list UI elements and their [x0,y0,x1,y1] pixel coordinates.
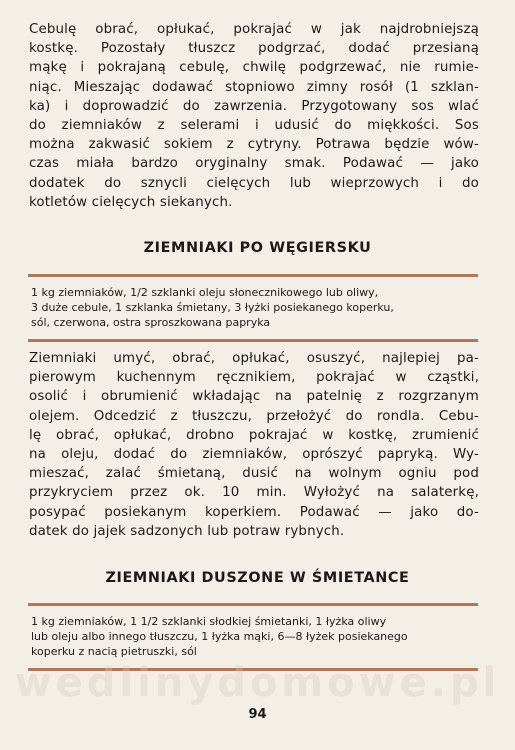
top-rule [28,274,478,277]
ingredients-line: sól, czerwona, ostra sproszkowana papryka [31,316,271,329]
text-line: mąkę i pokrajaną cebulę, chwilę podgrzewać, nie rumie- [29,60,479,76]
text-line: kotletów cielęcych siekanych. [29,194,233,210]
text-line: do ziemniaków z selerami i udusić do miękkości. Sos [29,118,479,134]
text-line: ka) i doprowadzić do zawrzenia. Przygotowany sos wlać [29,98,479,114]
page-number: 94 [248,707,267,722]
text-line: przykryciem przez ok. 10 min. Wyłożyć na salaterkę, [29,485,479,501]
text-line: czas miała bardzo oryginalny smak. Podawać — jako [29,156,479,172]
text-line: kostkę. Pozostały tłuszcz podgrzać, dodać przesianą [29,41,479,57]
watermark: wedlinydomowe.pl [14,660,501,706]
ingredients-line: lub oleju albo innego tłuszczu, 1 łyżka mąki, 6—8 łyżek posiekanego [31,630,408,643]
text-line: można zakwasić sokiem z cytryny. Potrawa będzie wów- [29,137,479,153]
text-line: mieszać, zalać śmietaną, dusić na wolnym ogniu pod [29,466,479,482]
ingredients-line: 1 kg ziemniaków, 1 1/2 szklanki słodkiej śmietanki, 1 łyżka oliwy [31,615,387,628]
intro-paragraph [29,20,479,212]
text-line: lę obrać, opłukać, drobno pokrajać w kostkę, zrumienić [29,427,479,443]
text-line: posypać posiekanym koperkiem. Podawać — jako do- [29,504,479,520]
text-line: niąc. Mieszając dodawać stopniowo zimny rosół (1 szklan- [29,79,479,95]
text-line: pierowym kuchennym ręcznikiem, pokrajać w cząstki, [29,370,479,386]
recipe-title: ZIEMNIAKI PO WĘGIERSKU [143,240,372,256]
ingredients-line: koperku z nacią pietruszki, sól [31,645,197,658]
text-line: datek do jajek sadzonych lub potraw rybnych. [29,523,345,539]
text-line: na oleju, dodać do ziemniaków, oprószyć papryką. Wy- [29,447,479,463]
ingredients-list [31,285,477,330]
ingredients-list [31,614,477,659]
ingredients-line: 3 duże cebule, 1 szklanka śmietany, 3 łyżki posiekanego koperku, [31,301,394,314]
top-rule [28,603,478,606]
bottom-rule [28,668,478,671]
bottom-rule [28,339,478,342]
text-line: osolić i obrumienić wkładając na patelnię z rozgrzanym [29,389,479,405]
text-line: dodatek do sznycli cielęcych lub wieprzowych i do [29,175,479,191]
recipe-title: ZIEMNIAKI DUSZONE W ŚMIETANCE [105,570,410,586]
text-line: Cebulę obrać, opłukać, pokrajać w jak najdrobniejszą [29,22,479,37]
text-line: Ziemniaki umyć, obrać, opłukać, osuszyć, najlepiej pa- [29,351,479,366]
ingredients-line: 1 kg ziemniaków, 1/2 szklanki oleju słonecznikowego lub oliwy, [31,286,379,299]
text-line: olejem. Odcedzić z tłuszczu, przełożyć do rondla. Cebu- [29,408,479,424]
method-paragraph [29,349,479,541]
